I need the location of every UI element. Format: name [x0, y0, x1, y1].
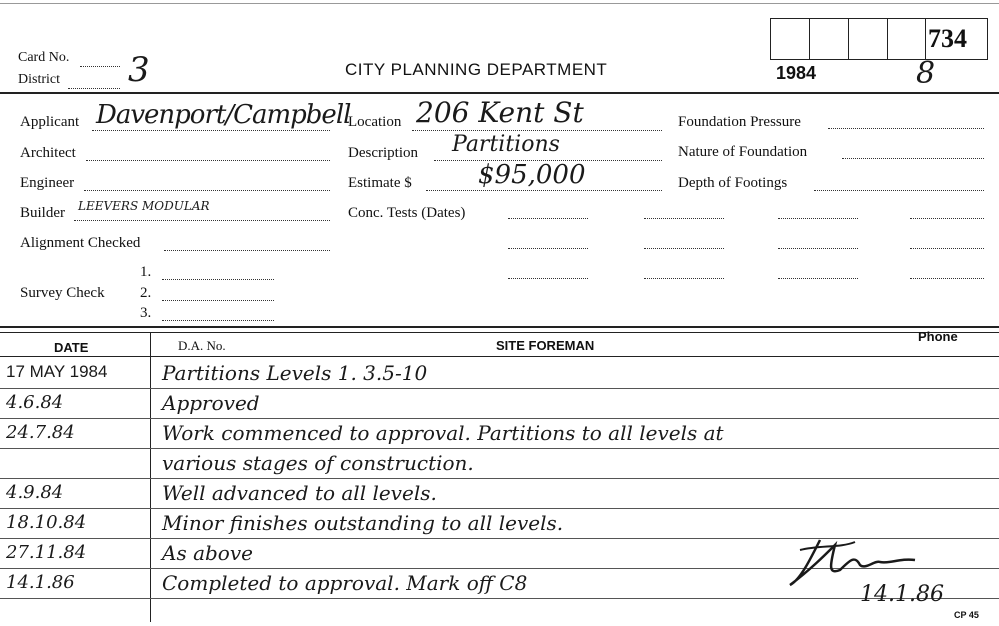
year-suffix: 8: [916, 56, 936, 91]
log-note: various stages of construction.: [162, 451, 474, 475]
builder-value: LEEVERS MODULAR: [78, 199, 210, 213]
log-date: 14.1.86: [6, 572, 75, 593]
survey-2-dots: [162, 300, 274, 301]
depth-footings-dots: [814, 190, 984, 191]
page-title: CITY PLANNING DEPARTMENT: [345, 60, 608, 79]
da-no-header: D.A. No.: [178, 338, 226, 353]
card-no-label: Card No.: [18, 50, 70, 65]
conc-dots-6: [644, 248, 724, 249]
form-code: CP 45: [954, 610, 979, 620]
survey-2-label: 2.: [140, 285, 152, 301]
log-note: Well advanced to all levels.: [162, 481, 437, 505]
survey-3-dots: [162, 320, 274, 321]
log-note: Partitions Levels 1. 3.5-10: [162, 361, 428, 385]
log-row-line: [0, 508, 999, 509]
log-top-divider: [0, 326, 999, 328]
site-foreman-header: SITE FOREMAN: [496, 338, 595, 353]
survey-1-label: 1.: [140, 264, 152, 280]
log-row-line: [0, 478, 999, 479]
log-row-line: [0, 448, 999, 449]
description-label: Description: [348, 145, 418, 161]
conc-dots-8: [910, 248, 984, 249]
log-date: 24.7.84: [6, 422, 75, 443]
description-value: Partitions: [452, 132, 560, 157]
card-number: 734: [928, 24, 967, 53]
log-date: 18.10.84: [6, 512, 87, 533]
district-label: District: [18, 72, 60, 87]
log-note: Minor finishes outstanding to all levels.: [162, 511, 564, 535]
year-label: 1984: [776, 63, 817, 83]
log-row-line: [0, 388, 999, 389]
log-note: Approved: [162, 391, 260, 415]
conc-dots-10: [644, 278, 724, 279]
log-note: Completed to approval. Mark off C8: [162, 571, 528, 595]
card-no-dots: [80, 66, 120, 67]
foundation-pressure-dots: [828, 128, 984, 129]
log-date: 17 MAY 1984: [6, 362, 108, 381]
conc-dots-7: [778, 248, 858, 249]
conc-dots-2: [644, 218, 724, 219]
survey-3-label: 3.: [140, 305, 152, 321]
date-column-divider: [150, 332, 151, 622]
conc-dots-9: [508, 278, 588, 279]
applicant-label: Applicant: [20, 114, 80, 130]
applicant-value: Davenport/Campbell: [96, 100, 351, 130]
engineer-label: Engineer: [20, 175, 75, 191]
survey-label: Survey Check: [20, 285, 105, 301]
conc-dots-5: [508, 248, 588, 249]
conc-dots-4: [910, 218, 984, 219]
header-divider: [0, 92, 999, 94]
nature-foundation-dots: [842, 158, 984, 159]
depth-footings-label: Depth of Footings: [678, 175, 788, 191]
alignment-label: Alignment Checked: [20, 235, 141, 251]
log-date: 27.11.84: [6, 542, 87, 563]
foundation-pressure-label: Foundation Pressure: [678, 114, 801, 130]
location-value: 206 Kent St: [416, 96, 584, 129]
district-value: 3: [128, 50, 150, 90]
survey-1-dots: [162, 279, 274, 280]
conc-dots-12: [910, 278, 984, 279]
engineer-dots: [84, 190, 330, 191]
applicant-dots: [92, 130, 330, 131]
log-row-line: [0, 418, 999, 419]
architect-label: Architect: [20, 145, 76, 161]
conc-tests-label: Conc. Tests (Dates): [348, 205, 466, 221]
alignment-dots: [164, 250, 330, 251]
district-dots: [68, 88, 120, 89]
date-header: DATE: [54, 340, 89, 355]
top-edge-line: [0, 3, 999, 4]
phone-header: Phone: [918, 329, 958, 344]
conc-dots-3: [778, 218, 858, 219]
conc-dots-1: [508, 218, 588, 219]
conc-dots-11: [778, 278, 858, 279]
log-note: Work commenced to approval. Partitions to all levels at: [162, 421, 724, 445]
estimate-dots: [426, 190, 662, 191]
builder-dots: [74, 220, 330, 221]
estimate-value: $95,000: [478, 160, 586, 190]
log-date: 4.9.84: [6, 482, 64, 503]
location-label: Location: [348, 114, 402, 130]
log-note: As above: [162, 541, 253, 565]
nature-foundation-label: Nature of Foundation: [678, 144, 808, 160]
architect-dots: [86, 160, 330, 161]
location-dots: [412, 130, 662, 131]
estimate-label: Estimate $: [348, 175, 412, 191]
builder-label: Builder: [20, 205, 65, 221]
signature-date: 14.1.86: [860, 582, 944, 607]
log-date: 4.6.84: [6, 392, 64, 413]
